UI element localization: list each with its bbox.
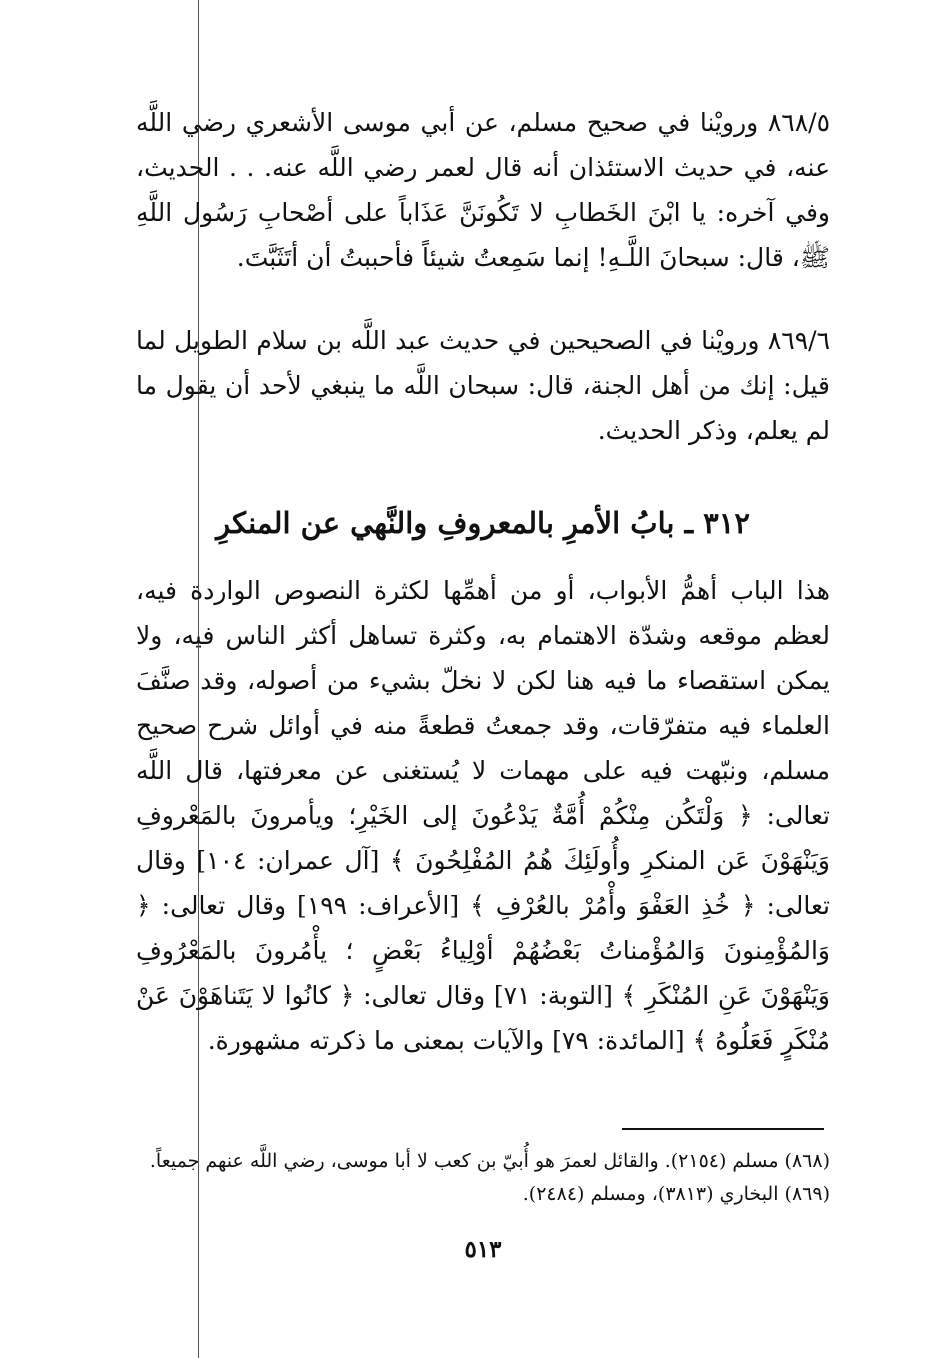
chapter-body-text: هذا الباب أهمُّ الأبواب، أو من أهمِّها لكثرة النصوص الواردة فيه، لعظم موقعه وشدّة الاهتمام به، وكثرة تساهل أكثر الناس فيه، ولا يمكن استقصاء ما فيه هنا لكن لا نخلّ بشيء من أصوله، وقد صنَّفَ العلماء فيه متفرّقات، وقد جمعتُ قطعةً منه في أوائل شرح صحيح مسلم، ونبّهت فيه على مهمات لا يُستغنى عن معرفتها، قال اللَّه تعالى: ﴿ وَلْتَكُن مِنْكُمْ أُمَّةٌ يَدْعُونَ إلى الخَيْرِ؛ ويأمرونَ بالمَعْروفِ وَيَنْهَوْنَ عَن المنكرِ وأُولَئِكَ هُمُ المُفْلِحُونَ ﴾ [آل عمران: ١٠٤] وقال تعالى: ﴿ خُذِ العَفْوَ وأْمُرْ بالعُرْفِ ﴾ [الأعراف: ١٩٩] وقال تعالى: ﴿ وَالمُؤْمِنونَ وَالمُؤْمناتُ بَعْضُهُمْ أوْلِياءُ بَعْضٍ ؛ يأْمُرونَ بالمَعْرُوفِ وَيَنْهَوْنَ عَنِ المُنْكَرِ ﴾ [التوبة: ٧١] وقال تعالى: ﴿ كانُوا لا يَتَناهَوْنَ عَنْ مُنْكَرٍ فَعَلُوهُ ﴾ [المائدة: ٧٩] والآيات بمعنى ما ذكرته مشهورة. (136, 576, 831, 1055)
hadith-paragraph-868: ٨٦٨/٥ ورويْنا في صحيح مسلم، عن أبي موسى الأشعري رضي اللَّه عنه، في حديث الاستئذان أنه قال لعمر رضي اللَّه عنه. . . الحديث، وفي آخره: يا ابْنَ الخَطابِ لا تَكُونَنَّ عَذَاباً على أصْحابِ رَسُول اللَّهِ ﷺ، قال: سبحانَ اللَّـهِ! إنما سَمِعتُ شيئاً فأحببتُ أن أتَثَبَّتَ. (136, 108, 830, 272)
page-number: ٥١٣ (464, 1236, 502, 1263)
footnote-869: (٨٦٩) البخاري (٣٨١٣)، ومسلم (٢٤٨٤). (522, 1183, 830, 1205)
footnote-separator (622, 1128, 824, 1130)
chapter-heading: ٣١٢ ـ بابُ الأمرِ بالمعروفِ والنَّهي عن المنكرِ (216, 506, 750, 540)
footnote-868: (٨٦٨) مسلم (٢١٥٤). والقائل لعمرَ هو أُبيّ بن كعب لا أبا موسى، رضي اللَّه عنهم جميعاً. (149, 1150, 830, 1172)
hadith-paragraph-869: ٨٦٩/٦ ورويْنا في الصحيحين في حديث عبد اللَّه بن سلام الطويل لما قيل: إنك من أهل الجنة، قال: سبحان اللَّه ما ينبغي لأحد أن يقول ما لم يعلم، وذكر الحديث. (136, 326, 830, 445)
footnotes (136, 1145, 830, 1211)
